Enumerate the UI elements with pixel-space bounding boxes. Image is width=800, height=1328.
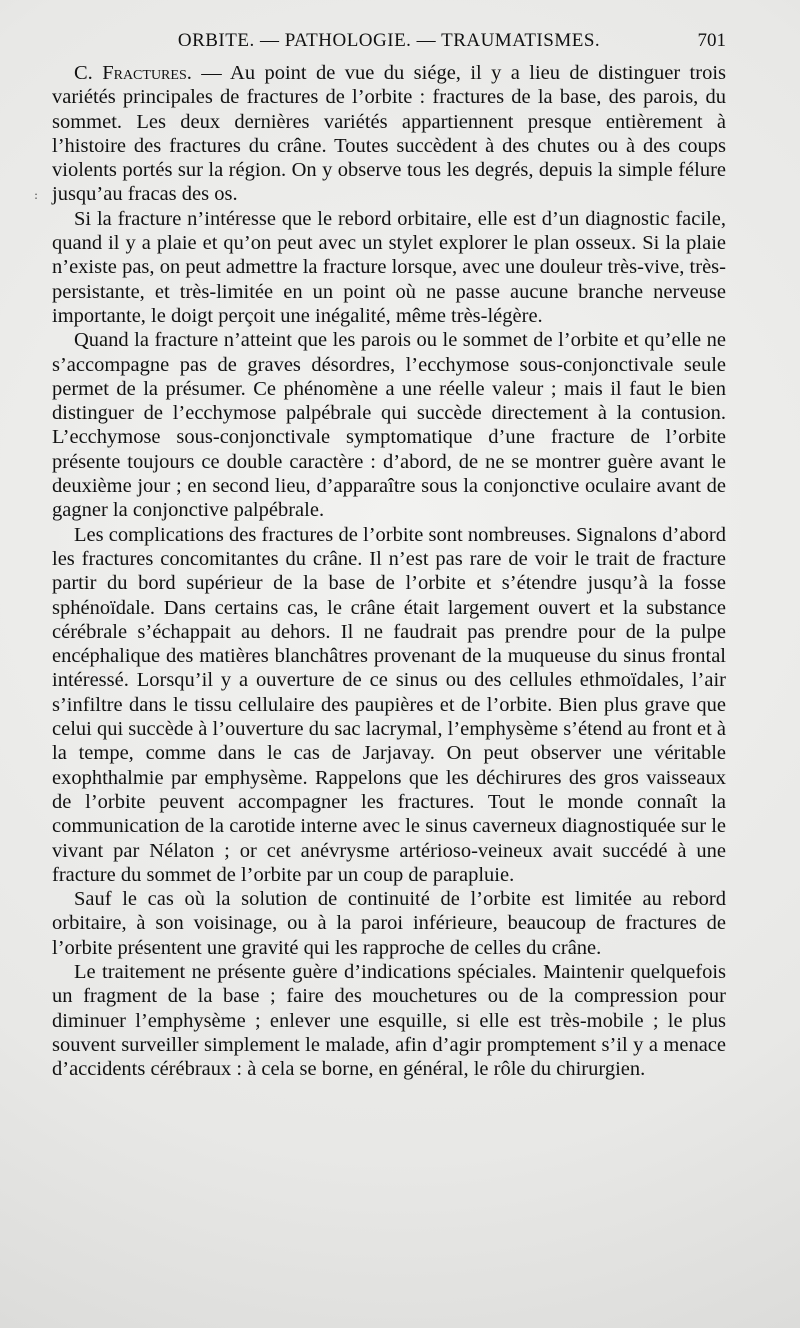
paragraph: [52, 61, 726, 207]
paragraph: Le traitement ne présente guère d’indications spéciales. Maintenir quelquefois un fragment de la base ; faire des mouchetures ou de la compression pour diminuer l’emphysème ; enlever une esquille, si elle est très-mobile ; le plus souvent surveiller simplement le malade, afin d’agir promptement s’il y a menace d’accidents cérébraux : à cela se borne, en général, le rôle du chirurgien.: [52, 960, 726, 1081]
paragraph: Sauf le cas où la solution de continuité de l’orbite est limitée au rebord orbitaire, à son voisinage, ou à la paroi inférieure, beaucoup de fractures de l’orbite présentent une gravité qui les rapproche de celles du crâne.: [52, 888, 726, 959]
paragraph: Les complications des fractures de l’orbite sont nombreuses. Signalons d’abord les fractures concomitantes du crâne. Il n’est pas rare de voir le trait de fracture partir du bord supérieur de la base de l’orbite et s’étendre jusqu’à la fosse sphénoïdale. Dans certains cas, le crâne était largement ouvert et la substance cérébrale s’échappait au dehors. Il ne faudrait pas prendre pour de la pulpe encéphalique des matières blanchâtres provenant de la muqueuse du sinus frontal intéressé. Lorsqu’il y a ouverture de ce sinus ou des cellules ethmoïdales, l’air s’infiltre dans le tissu cellulaire des paupières et de l’orbite. Bien plus grave que celui qui succède à l’ouverture du sac lacrymal, l’emphysème s’étend au front et à la tempe, comme dans le cas de Jarjavay. On peut observer une véritable exophthalmie par emphysème. Rappelons que les déchirures des gros vaisseaux de l’orbite peuvent accompagner les fractures. Tout le monde connaît la communication de la carotide interne avec le sinus caverneux diagnostiquée sur le vivant par Nélaton ; or cet anévrysme artérioso-veineux avait succédé à une fracture du sommet de l’orbite par un coup de parapluie.: [52, 523, 726, 886]
paragraph: Si la fracture n’intéresse que le rebord orbitaire, elle est d’un diagnostic facile, quand il y a plaie et qu’on peut avec un stylet explorer le plan osseux. Si la plaie n’existe pas, on peut admettre la fracture lorsque, avec une douleur très-vive, très-persistante, et très-limitée en un point où ne passe aucune branche nerveuse importante, le doigt perçoit une inégalité, même très-légère.: [52, 207, 726, 327]
paragraph: Quand la fracture n’atteint que les parois ou le sommet de l’orbite et qu’elle ne s’accompagne pas de graves désordres, l’ecchymose sous-conjonctivale seule permet de la présumer. Ce phénomène a une réelle valeur ; mais il faut le bien distinguer de l’ecchymose palpébrale qui succède directement à la contusion. L’ecchymose sous-conjonctivale symptomatique d’une fracture de l’orbite présente toujours ce double caractère : d’abord, de ne se montrer guère avant le deuxième jour ; en second lieu, d’apparaître sous la conjonctive oculaire avant de gagner la conjonctive palpébrale.: [52, 329, 726, 522]
running-title: ORBITE. — PATHOLOGIE. — TRAUMATISMES.: [177, 30, 601, 51]
page-number: 701: [697, 30, 726, 51]
page-header: [52, 30, 726, 58]
page-body: [52, 61, 726, 1081]
paragraph-text: — Au point de vue du siége, il y a lieu de distinguer trois variétés principales de fractures de l’orbite : fractures de la base, des parois, du sommet. Les deux dernières variétés appartiennent presque entièrement à l’histoire des fractures du crâne. Toutes succèdent à des chutes ou à des coups violents portés sur la région. On y observe tous les degrés, depuis la simple félure jusqu’au fracas des os.: [52, 62, 726, 206]
margin-mark: :: [34, 188, 39, 202]
section-heading: C. Fractures.: [74, 62, 192, 84]
